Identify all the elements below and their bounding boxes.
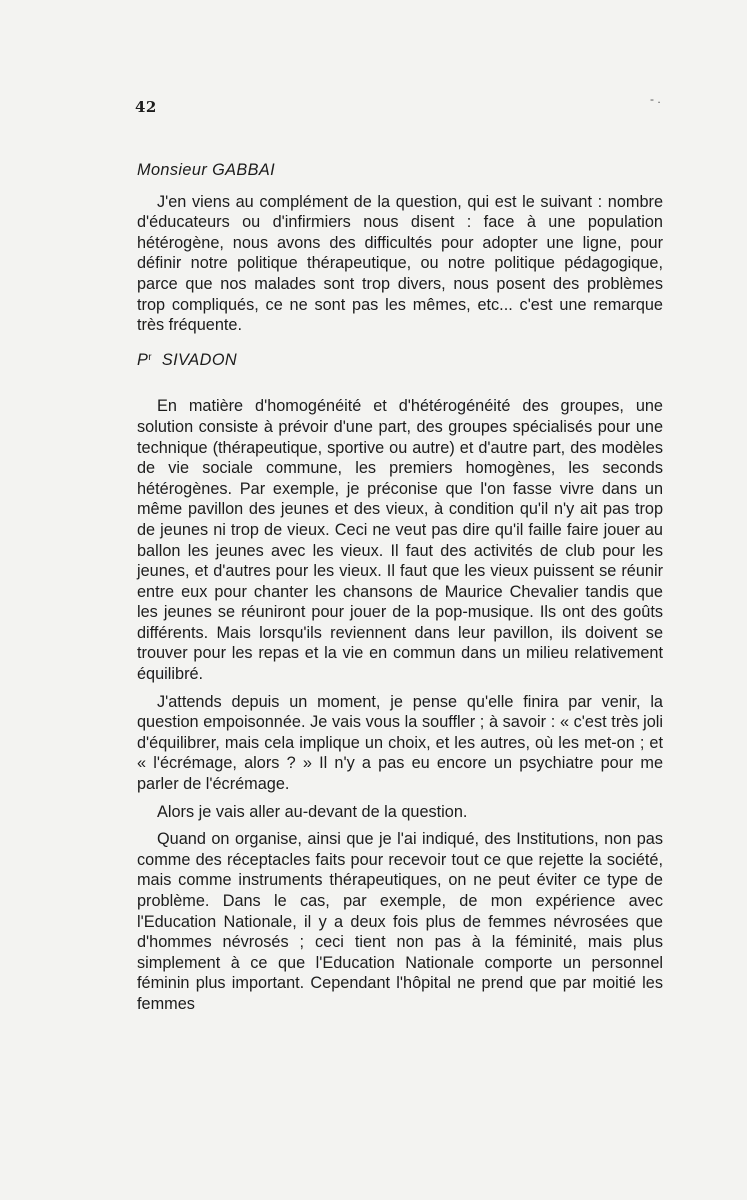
paragraph-gabbai: J'en viens au complément de la question, qui est le suivant : nombre d'éducateurs ou d'infirmiers nous disent : face à une population hétérogène, nous avons des difficultés pour adopter une ligne, pour définir notre politique thérapeutique, ou notre politique pédagogique, parce que nos malades sont trop divers, nous posent des problèmes trop compliqués, ce ne sont pas les mêmes, etc... c'est une remarque très fréquente.	[137, 192, 663, 335]
corner-mark: - .	[650, 92, 661, 106]
speaker-title-superscript: r	[148, 351, 152, 363]
paragraph-sivadon-4: Quand on organise, ainsi que je l'ai indiqué, des Institutions, non pas comme des réceptacles faits pour recevoir tout ce que rejette la société, mais comme instruments thérapeutiques, on ne peut éviter ce type de problème. Dans le cas, par exemple, de mon expérience avec l'Education Nationale, il y a deux fois plus de femmes névrosées que d'hommes névrosés ; ceci tient non pas à la féminité, mais plus simplement à ce que l'Education Nationale comporte un personnel féminin plus important. Cependant l'hôpital ne prend que par moitié les femmes	[137, 830, 663, 1013]
page-number: 42	[135, 98, 157, 116]
paragraph-sivadon-3: Alors je vais aller au-devant de la question.	[157, 802, 468, 821]
speaker-gabbai: Monsieur GABBAI	[137, 161, 276, 179]
text-column	[137, 160, 663, 1015]
paragraph-sivadon-2: J'attends depuis un moment, je pense qu'elle finira par venir, la question empoisonnée. Je vais vous la souffler ; à savoir : « c'est très joli d'équilibrer, mais cela implique un choix, et les autres, où les met-on ; et « l'écrémage, alors ? » Il n'y a pas eu encore un psychiatre pour me parler de l'écrémage.	[137, 692, 663, 794]
speaker-title: P	[137, 350, 149, 369]
paragraph-sivadon-1: En matière d'homogénéité et d'hétérogénéité des groupes, une solution consiste à prévoir d'une part, des groupes spécialisés pour une technique (thérapeutique, sportive ou autre) et d'autre part, des modèles de vie sociale commune, les premiers homogènes, les seconds hétérogènes. Par exemple, je préconise que l'on fasse vivre dans un même pavillon des jeunes et des vieux, à condition qu'il n'y ait pas trop de jeunes ni trop de vieux. Ceci ne veut pas dire qu'il faille faire jouer au ballon les jeunes avec les vieux. Il faut des activités de club pour les jeunes, et d'autres pour les vieux. Il faut que les vieux puissent se réunir entre eux pour chanter les chansons de Maurice Chevalier tandis que les jeunes se réuniront pour jouer de la pop-musique. Ils ont des goûts différents. Mais lorsqu'ils reviennent dans leur pavillon, ils doivent se trouver pour les repas et la vie en commun dans un milieu relativement équilibré.	[137, 397, 663, 684]
speaker-name: SIVADON	[161, 350, 238, 369]
speaker-sivadon	[137, 348, 663, 371]
